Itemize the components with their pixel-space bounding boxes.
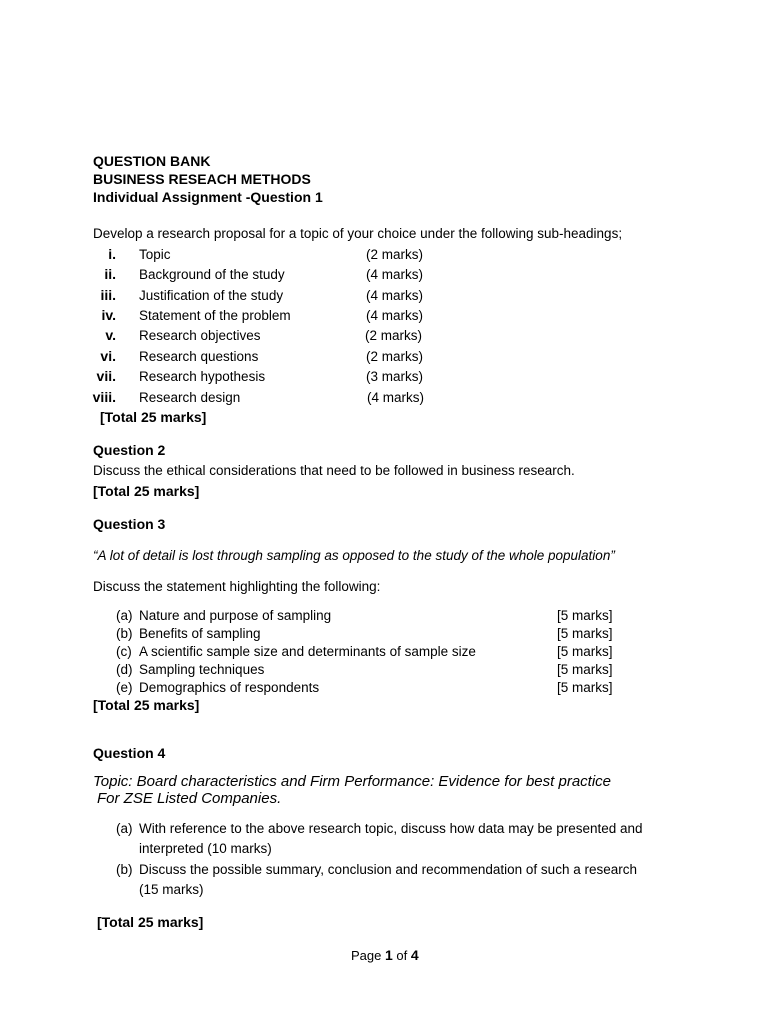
- q1-item-marks: (3 marks): [366, 369, 423, 384]
- q1-item-marks: (4 marks): [366, 308, 423, 323]
- q1-intro: Develop a research proposal for a topic of your choice under the following sub-headings;: [93, 226, 623, 241]
- q1-total: [Total 25 marks]: [100, 409, 207, 425]
- q3-item-label: Benefits of sampling: [139, 626, 261, 641]
- q2-total: [Total 25 marks]: [93, 483, 200, 499]
- q4-item-line2: interpreted (10 marks): [139, 841, 272, 856]
- q4-item-num: (b): [116, 862, 133, 877]
- q4-heading: Question 4: [93, 745, 166, 761]
- q3-item-label: A scientific sample size and determinants of sample size: [139, 644, 476, 659]
- q1-item-num: v.: [105, 327, 116, 343]
- q3-intro: Discuss the statement highlighting the following:: [93, 579, 381, 594]
- q4-item-line1: With reference to the above research topic, discuss how data may be presented and: [139, 821, 643, 836]
- q3-total: [Total 25 marks]: [93, 697, 200, 713]
- q1-item-num: vi.: [100, 348, 116, 364]
- q1-item-label: Justification of the study: [139, 288, 284, 303]
- q1-item-label: Background of the study: [139, 267, 285, 282]
- q1-item-marks: (4 marks): [366, 288, 423, 303]
- q4-topic-line2: For ZSE Listed Companies.: [97, 790, 282, 807]
- q3-item-label: Demographics of respondents: [139, 680, 320, 695]
- q3-item-num: (a): [116, 608, 133, 623]
- q3-item-marks: [5 marks]: [557, 662, 613, 677]
- q1-item-marks: (2 marks): [365, 328, 422, 343]
- q4-item-num: (a): [116, 821, 133, 836]
- q4-item-line2: (15 marks): [139, 882, 204, 897]
- q4-item-line1: Discuss the possible summary, conclusion and recommendation of such a research: [139, 862, 637, 877]
- q1-item-marks: (4 marks): [367, 390, 424, 405]
- page-number: 1: [385, 947, 393, 963]
- q1-item-num: vii.: [96, 368, 116, 384]
- q1-item-num: viii.: [92, 389, 116, 405]
- q1-item-label: Research questions: [139, 349, 259, 364]
- q3-item-num: (e): [116, 680, 133, 695]
- q3-item-num: (b): [116, 626, 133, 641]
- q1-item-num: i.: [108, 246, 116, 262]
- q3-quote: “A lot of detail is lost through sampling as opposed to the study of the whole population”: [93, 548, 615, 563]
- q3-item-num: (d): [116, 662, 133, 677]
- q1-item-label: Research objectives: [139, 328, 261, 343]
- q2-heading: Question 2: [93, 442, 166, 458]
- q3-item-marks: [5 marks]: [557, 626, 613, 641]
- q1-item-marks: (2 marks): [366, 247, 423, 262]
- page-word: Page: [351, 948, 382, 963]
- of-word: of: [396, 948, 408, 963]
- q1-item-num: iv.: [101, 307, 116, 323]
- q4-topic-line1: Topic: Board characteristics and Firm Performance: Evidence for best practice: [93, 773, 611, 790]
- page-footer: [351, 947, 419, 963]
- course-title: BUSINESS RESEACH METHODS: [93, 171, 311, 187]
- q1-item-label: Research design: [139, 390, 241, 405]
- q1-item-label: Statement of the problem: [139, 308, 291, 323]
- q3-item-label: Nature and purpose of sampling: [139, 608, 332, 623]
- q3-item-num: (c): [116, 644, 132, 659]
- q1-item-num: ii.: [104, 266, 116, 282]
- q3-item-marks: [5 marks]: [557, 644, 613, 659]
- page-total: 4: [410, 947, 419, 963]
- q1-item-label: Topic: [139, 247, 171, 262]
- assignment-title: Individual Assignment -Question 1: [93, 189, 323, 205]
- q4-total: [Total 25 marks]: [97, 914, 204, 930]
- q3-item-marks: [5 marks]: [557, 680, 613, 695]
- q3-heading: Question 3: [93, 516, 166, 532]
- q3-item-label: Sampling techniques: [139, 662, 265, 677]
- q2-text: Discuss the ethical considerations that need to be followed in business research.: [93, 463, 575, 478]
- q1-item-num: iii.: [100, 287, 116, 303]
- q1-item-marks: (2 marks): [366, 349, 423, 364]
- q1-item-label: Research hypothesis: [139, 369, 266, 384]
- q3-item-marks: [5 marks]: [557, 608, 613, 623]
- doc-title: QUESTION BANK: [93, 153, 211, 169]
- q1-item-marks: (4 marks): [366, 267, 423, 282]
